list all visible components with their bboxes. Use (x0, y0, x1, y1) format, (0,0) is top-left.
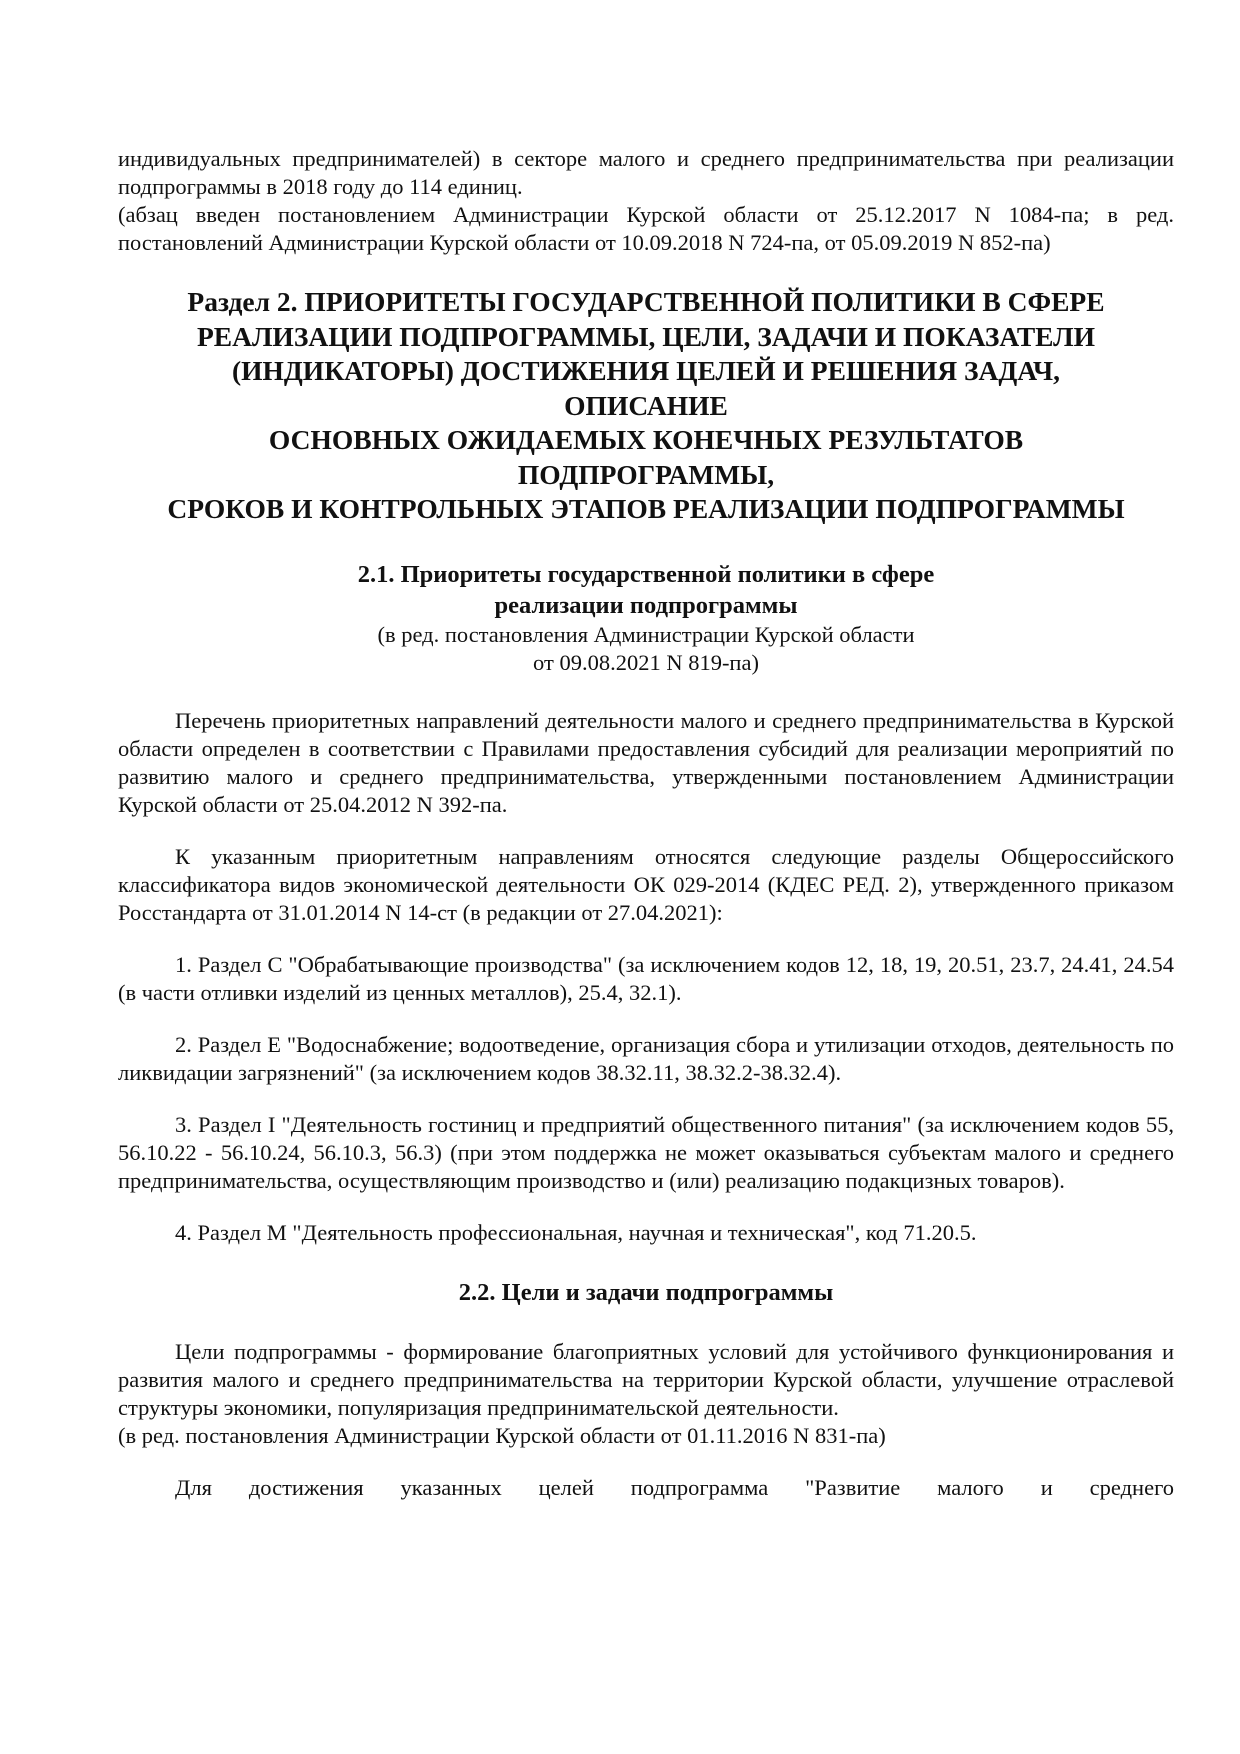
section-title-line: ОПИСАНИЕ (564, 389, 728, 421)
subsection-title-line: 2.1. Приоритеты государственной политики в сфере (357, 560, 935, 588)
document-body (118, 145, 1174, 1502)
subsection-1-amendment (118, 621, 1174, 677)
section-title (118, 285, 1174, 527)
section-title-line: Раздел 2. ПРИОРИТЕТЫ ГОСУДАРСТВЕННОЙ ПОЛИТИКИ В СФЕРЕ (187, 286, 1105, 317)
amendment-line: от 09.08.2021 N 819-па) (533, 649, 759, 675)
section-title-line: ОСНОВНЫХ ОЖИДАЕМЫХ КОНЕЧНЫХ РЕЗУЛЬТАТОВ (268, 424, 1024, 455)
amendment-line: (в ред. постановления Администрации Курской области (377, 621, 915, 647)
list-item: 4. Раздел M "Деятельность профессиональная, научная и техническая", код 71.20.5. (175, 1219, 977, 1245)
list-item: 3. Раздел I "Деятельность гостиниц и предприятий общественного питания" (за исключением кодов 55, 56.10.22 - 56.10.24, 56.10.3, 56.3) (при этом поддержка не может оказываться субъектам малого и среднего предпринимательства, осуществляющим производство и (или) реализацию подакцизных товаров). (118, 1111, 1174, 1193)
subsection-1-title (118, 559, 1174, 621)
priorities-paragraph: Перечень приоритетных направлений деятельности малого и среднего предпринимательства в Курской области определен в соответствии с Правилами предоставления субсидий для реализации мероприятий по развитию малого и среднего предпринимательства, утвержденными постановлением Администрации Курской области от 25.04.2012 N 392-па. (118, 707, 1174, 817)
tasks-paragraph: Для достижения указанных целей подпрограмма "Развитие малого и среднего (175, 1474, 1174, 1500)
subsection-2-title: 2.2. Цели и задачи подпрограммы (458, 1278, 834, 1306)
top-paragraph: индивидуальных предпринимателей) в секторе малого и среднего предпринимательства при реализации подпрограммы в 2018 году до 114 единиц. (118, 146, 1174, 199)
section-title-line: СРОКОВ И КОНТРОЛЬНЫХ ЭТАПОВ РЕАЛИЗАЦИИ ПОДПРОГРАММЫ (167, 493, 1125, 524)
section-title-line: РЕАЛИЗАЦИИ ПОДПРОГРАММЫ, ЦЕЛИ, ЗАДАЧИ И ПОКАЗАТЕЛИ (196, 320, 1096, 352)
top-amendment-note: (абзац введен постановлением Администрации Курской области от 25.12.2017 N 1084-па; в ред. постановлений Администрации Курской области от 10.09.2018 N 724-па, от 05.09.2019 N 852-па) (118, 202, 1174, 255)
section-title-line: (ИНДИКАТОРЫ) ДОСТИЖЕНИЯ ЦЕЛЕЙ И РЕШЕНИЯ ЗАДАЧ, (231, 355, 1061, 386)
subsection-title-line: реализации подпрограммы (494, 591, 798, 619)
list-item: 2. Раздел E "Водоснабжение; водоотведение, организация сбора и утилизации отходов, деятельность по ликвидации загрязнений" (за исключением кодов 38.32.11, 38.32.2-38.32.4). (118, 1031, 1174, 1085)
classifier-paragraph: К указанным приоритетным направлениям относятся следующие разделы Общероссийского классификатора видов экономической деятельности ОК 029-2014 (КДЕС РЕД. 2), утвержденного приказом Росстандарта от 31.01.2014 N 14-ст (в редакции от 27.04.2021): (118, 843, 1174, 925)
goals-amendment-note: (в ред. постановления Администрации Курской области от 01.11.2016 N 831-па) (118, 1422, 886, 1448)
goals-paragraph: Цели подпрограммы - формирование благоприятных условий для устойчивого функционирования и развития малого и среднего предпринимательства на территории Курской области, улучшение отраслевой структуры экономики, популяризация предпринимательской деятельности. (118, 1338, 1174, 1420)
section-title-line: ПОДПРОГРАММЫ, (517, 458, 775, 490)
list-item: 1. Раздел C "Обрабатывающие производства" (за исключением кодов 12, 18, 19, 20.51, 23.7, 24.41, 24.54 (в части отливки изделий из ценных металлов), 25.4, 32.1). (118, 951, 1174, 1005)
